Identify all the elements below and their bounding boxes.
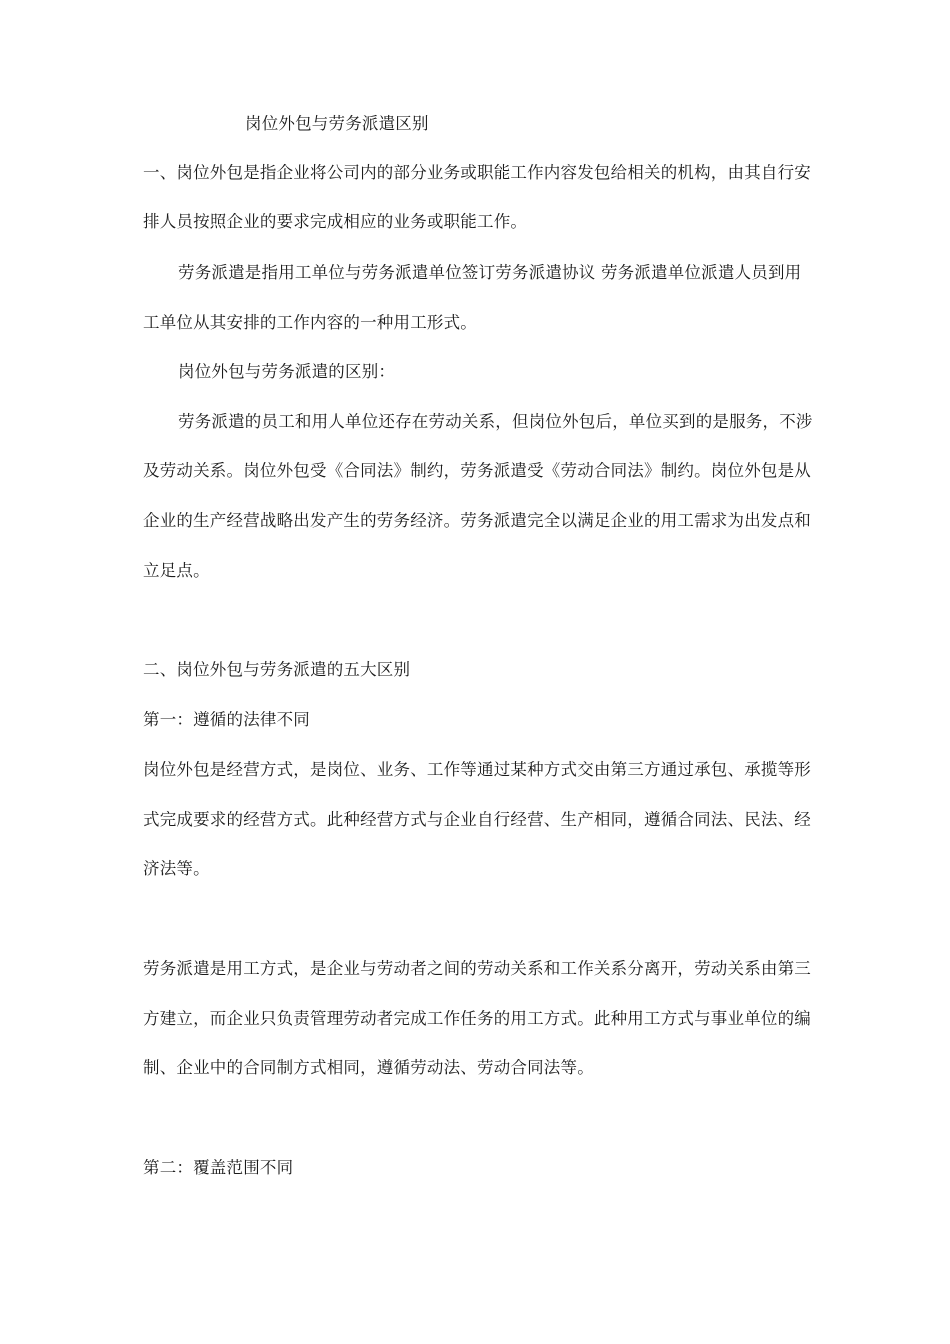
section-heading: 二、岗位外包与劳务派遣的五大区别 [143, 660, 411, 679]
paragraph-line: 劳务派遣的员工和用人单位还存在劳动关系，但岗位外包后，单位买到的是服务，不涉 [178, 412, 813, 431]
paragraph-line: 制、企业中的合同制方式相同，遵循劳动法、劳动合同法等。 [143, 1058, 594, 1077]
paragraph-line: 劳务派遣是用工方式，是企业与劳动者之间的劳动关系和工作关系分离开，劳动关系由第三 [143, 959, 811, 978]
subsection-heading: 第一：遵循的法律不同 [143, 710, 310, 729]
paragraph-line: 一、岗位外包是指企业将公司内的部分业务或职能工作内容发包给相关的机构，由其自行安 [143, 163, 811, 182]
document-title: 岗位外包与劳务派遣区别 [245, 114, 429, 133]
paragraph-line: 济法等。 [143, 859, 210, 878]
paragraph-line: 及劳动关系。岗位外包受《合同法》制约，劳务派遣受《劳动合同法》制约。岗位外包是从 [143, 461, 811, 480]
paragraph-line: 排人员按照企业的要求完成相应的业务或职能工作。 [143, 212, 528, 231]
paragraph-line: 劳务派遣是指用工单位与劳务派遣单位签订劳务派遣协议 劳务派遣单位派遣人员到用 [178, 263, 802, 282]
paragraph-line: 式完成要求的经营方式。此种经营方式与企业自行经营、生产相同，遵循合同法、民法、经 [143, 810, 811, 829]
paragraph-line: 企业的生产经营战略出发产生的劳务经济。劳务派遣完全以满足企业的用工需求为出发点和 [143, 511, 811, 530]
paragraph-line: 立足点。 [143, 561, 210, 580]
paragraph-line: 岗位外包是经营方式，是岗位、业务、工作等通过某种方式交由第三方通过承包、承揽等形 [143, 760, 811, 779]
paragraph-line: 方建立，而企业只负责管理劳动者完成工作任务的用工方式。此种用工方式与事业单位的编 [143, 1009, 811, 1028]
paragraph-line: 工单位从其安排的工作内容的一种用工形式。 [143, 313, 477, 332]
subsection-heading: 第二：覆盖范围不同 [143, 1158, 294, 1177]
paragraph-line: 岗位外包与劳务派遣的区别： [178, 362, 396, 381]
